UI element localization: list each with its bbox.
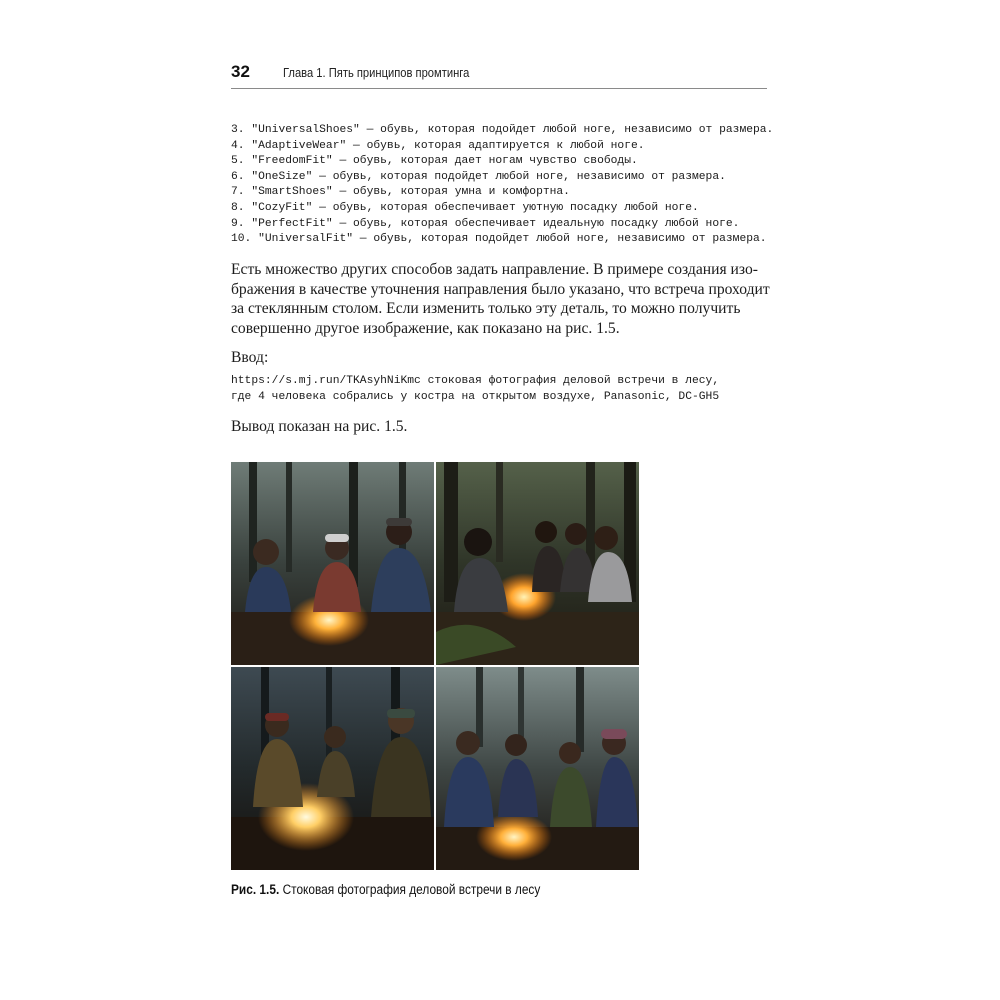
code-line: где 4 человека собрались у костра на открытом воздухе, Panasonic, DC-GH5: [231, 390, 720, 403]
input-code-block: [231, 374, 719, 405]
output-text: Вывод показан на рис. 1.5.: [231, 418, 408, 435]
list-item: 6. "OneSize" — обувь, которая подойдет любой ноге, независимо от размера.: [231, 170, 726, 183]
list-item: 5. "FreedomFit" — обувь, которая дает ногам чувство свободы.: [231, 155, 638, 168]
paragraph-line: за стеклянным столом. Если изменить только эту деталь, то можно получить: [231, 300, 741, 318]
campfire-photo-4: [436, 667, 639, 870]
figure-caption: [231, 882, 540, 897]
list-item: 9. "PerfectFit" — обувь, которая обеспечивает идеальную посадку любой ноге.: [231, 217, 740, 230]
campfire-photo-1: [231, 462, 434, 665]
chapter-title: Глава 1. Пять принципов промтинга: [283, 65, 470, 80]
list-item: 3. "UniversalShoes" — обувь, которая подойдет любой ноге, независимо от размера.: [231, 124, 774, 136]
body-paragraph: [231, 260, 771, 338]
paragraph-line: совершенно другое изображение, как показано на рис. 1.5.: [231, 319, 620, 337]
page-header: [231, 62, 767, 89]
paragraph-line: бражения в качестве уточнения направления было указано, что встреча проходит: [231, 280, 770, 298]
code-list: [231, 123, 774, 248]
list-item: 4. "AdaptiveWear" — обувь, которая адаптируется к любой ноге.: [231, 139, 645, 152]
input-label: Ввод:: [231, 349, 269, 366]
list-item: 10. "UniversalFit" — обувь, которая подойдет любой ноге, независимо от размера.: [231, 233, 767, 246]
list-item: 8. "CozyFit" — обувь, которая обеспечивает уютную посадку любой ноге.: [231, 201, 699, 214]
page-number: 32: [231, 62, 250, 81]
caption-text: Стоковая фотография деловой встречи в лесу: [279, 882, 541, 897]
figure-image-grid: [231, 462, 639, 870]
list-item: 7. "SmartShoes" — обувь, которая умна и комфортна.: [231, 186, 570, 199]
caption-label: Рис. 1.5.: [231, 882, 280, 897]
paragraph-line: Есть множество других способов задать направление. В примере создания изо-: [231, 261, 758, 278]
campfire-photo-3: [231, 667, 434, 870]
code-line: https://s.mj.run/TKAsyhNiKmc стоковая фотография деловой встречи в лесу,: [231, 375, 720, 387]
campfire-photo-2: [436, 462, 639, 665]
